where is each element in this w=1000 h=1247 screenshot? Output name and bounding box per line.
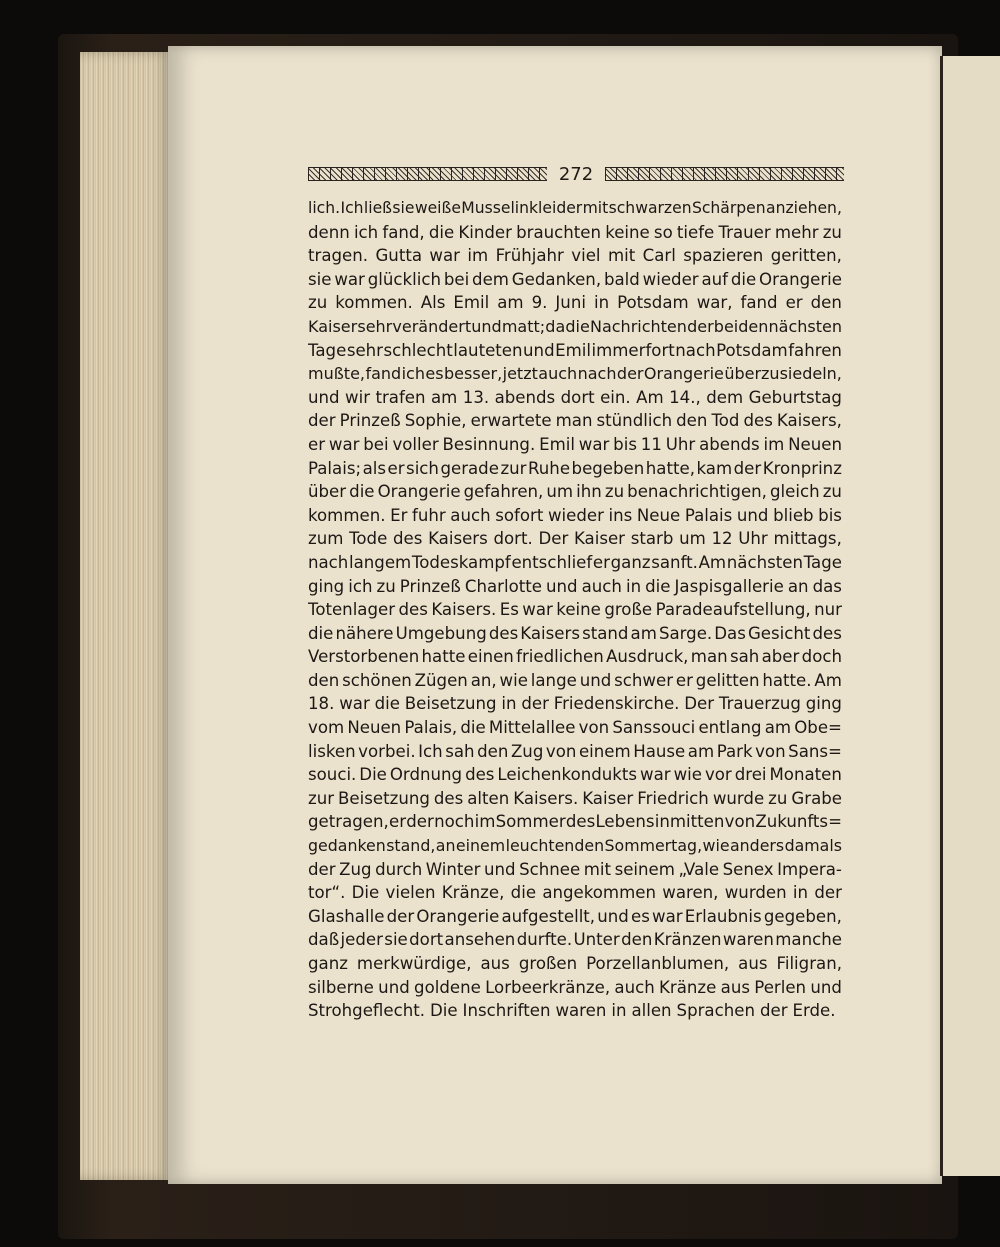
text-line: nach langem Todeskampf entschlief er ganz sanft. Am nächsten Tage — [308, 552, 842, 572]
text-line: Strohgeflecht. Die Inschriften waren in allen Sprachen der Erde. — [308, 1001, 836, 1021]
text-line: Palais; als er sich gerade zur Ruhe begeben hatte, kam der Kronprinz — [308, 458, 842, 478]
text-line: der Zug durch Winter und Schnee mit seinem „Vale Senex Impera- — [308, 859, 842, 879]
text-line: er war bei voller Besinnung. Emil war bis 11 Uhr abends im Neuen — [308, 434, 842, 454]
text-line: Totenlager des Kaisers. Es war keine große Paradeaufstellung, nur — [308, 600, 842, 620]
header-ornament-left — [308, 167, 547, 181]
text-line: Tage sehr schlecht lauteten und Emil immerfort nach Potsdam fahren — [308, 340, 842, 360]
page-number: 272 — [558, 163, 594, 185]
text-line: denn ich fand, die Kinder brauchten keine so tiefe Trauer mehr zu — [308, 222, 842, 242]
text-line: getragen, er der noch im Sommer des Lebens inmitten von Zukunfts= — [308, 812, 842, 832]
text-line: die nähere Umgebung des Kaisers stand am Sarge. Das Gesicht des — [308, 623, 842, 643]
text-line: lisken vorbei. Ich sah den Zug von einem Hause am Park von Sans= — [308, 741, 842, 761]
text-line: den schönen Zügen an, wie lange und schwer er gelitten hatte. Am — [308, 670, 842, 690]
text-line: mußte, fand ich es besser, jetzt auch nach der Orangerie überzusiedeln, — [308, 364, 842, 384]
text-line: daß jeder sie dort ansehen durfte. Unter den Kränzen waren manche — [308, 930, 842, 950]
text-line: Kaiser sehr verändert und matt; da die Nachrichten der beiden nächsten — [308, 316, 842, 336]
text-line: zum Tode des Kaisers dort. Der Kaiser starb um 12 Uhr mittags, — [308, 529, 842, 549]
text-line: zur Beisetzung des alten Kaisers. Kaiser Friedrich wurde zu Grabe — [308, 788, 842, 808]
text-line: kommen. Er fuhr auch sofort wieder ins Neue Palais und blieb bis — [308, 505, 842, 525]
text-line: über die Orangerie gefahren, um ihn zu benachrichtigen, gleich zu — [308, 482, 842, 502]
header-ornament-right — [605, 167, 844, 181]
text-line: Verstorbenen hatte einen friedlichen Ausdruck, man sah aber doch — [308, 647, 842, 667]
text-line: sie war glücklich bei dem Gedanken, bald wieder auf die Orangerie — [308, 269, 842, 289]
text-line: Glashalle der Orangerie aufgestellt, und es war Erlaubnis gegeben, — [308, 906, 842, 926]
text-line: und wir trafen am 13. abends dort ein. Am 14., dem Geburtstag — [308, 387, 842, 407]
text-line: ging ich zu Prinzeß Charlotte und auch in die Jaspisgallerie an das — [308, 576, 842, 596]
text-line: ganz merkwürdige, aus großen Porzellanblumen, aus Filigran, — [308, 954, 842, 973]
text-line: vom Neuen Palais, die Mittelallee von Sanssouci entlang am Obe= — [308, 718, 842, 738]
text-line: silberne und goldene Lorbeerkränze, auch Kränze aus Perlen und — [308, 977, 842, 997]
body-text — [308, 197, 842, 1023]
text-line: tor“. Die vielen Kränze, die angekommen waren, wurden in der — [308, 883, 842, 903]
text-line: tragen. Gutta war im Frühjahr viel mit Carl spazieren geritten, — [308, 246, 842, 266]
text-line: souci. Die Ordnung des Leichenkondukts war wie vor drei Monaten — [308, 765, 842, 785]
text-line: der Prinzeß Sophie, erwartete man stündlich den Tod des Kaisers, — [308, 411, 842, 431]
page-header — [308, 162, 844, 186]
text-line: lich. Ich ließ sie weiße Musselinkleider mit schwarzen Schärpen anziehen, — [308, 199, 842, 217]
text-line: gedanken stand, an einem leuchtenden Sommertag, wie anders damals — [308, 836, 842, 856]
text-line: zu kommen. Als Emil am 9. Juni in Potsdam war, fand er den — [308, 293, 842, 313]
page-edges — [80, 52, 172, 1180]
facing-page-edge — [940, 56, 1000, 1176]
text-line: 18. war die Beisetzung in der Friedenskirche. Der Trauerzug ging — [308, 694, 842, 714]
